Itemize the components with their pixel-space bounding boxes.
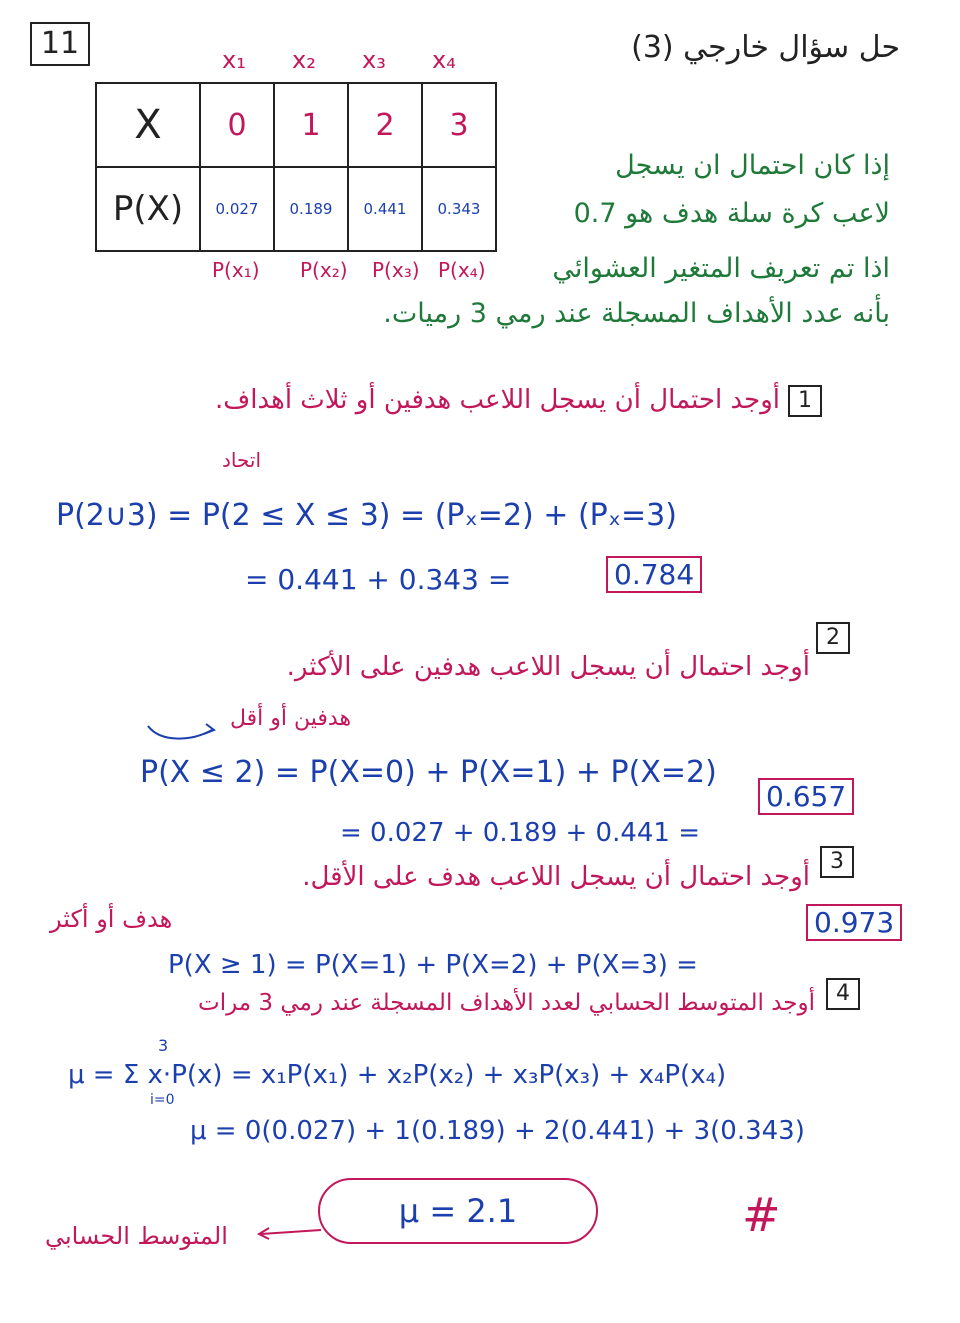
p-value-1: 0.189 [274, 167, 348, 251]
q2-answer: 0.657 [758, 778, 854, 815]
q1-equation-2: = 0.441 + 0.343 = [245, 563, 512, 596]
q4-sum-top: 3 [158, 1036, 169, 1055]
q2-equation-1: P(X ≤ 2) = P(X=0) + P(X=1) + P(X=2) [140, 755, 717, 790]
q1-equation-1: P(2∪3) = P(2 ≤ X ≤ 3) = (Pₓ=2) + (Pₓ=3) [56, 498, 677, 533]
q1-number: 1 [788, 385, 822, 417]
table-top-label-x1: x₁ [222, 46, 246, 74]
page-title: حل سؤال خارجي (3) [631, 30, 900, 65]
q4-sum-bottom: i=0 [150, 1092, 175, 1108]
x-value-0: 0 [200, 83, 274, 167]
x-value-2: 2 [348, 83, 422, 167]
q4-question: أوجد المتوسط الحسابي لعدد الأهداف المسجلة عند رمي 3 مرات [198, 990, 815, 1016]
q1-question: أوجد احتمال أن يسجل اللاعب هدفين أو ثلاث أهداف. [215, 385, 780, 415]
q4-equation-1: μ = Σ x·P(x) = x₁P(x₁) + x₂P(x₂) + x₃P(x₃) + x₄P(x₄) [68, 1060, 727, 1090]
table-bottom-label-2: P(x₂) [300, 258, 348, 282]
statement-line-3: اذا تم تعريف المتغير العشوائي [552, 253, 890, 284]
p-value-0: 0.027 [200, 167, 274, 251]
statement-line-4: بأنه عدد الأهداف المسجلة عند رمي 3 رميات. [383, 298, 890, 329]
table-bottom-label-4: P(x₄) [438, 258, 486, 282]
q2-number: 2 [816, 622, 850, 654]
q3-question: أوجد احتمال أن يسجل اللاعب هدف على الأقل. [302, 862, 810, 892]
table-row [96, 83, 496, 167]
q4-number: 4 [826, 978, 860, 1010]
table-bottom-label-3: P(x₃) [372, 258, 420, 282]
row1-header: X [96, 83, 200, 167]
q2-arrow-icon [140, 712, 220, 742]
table-top-label-x4: x₄ [432, 46, 456, 74]
row2-header: P(X) [96, 167, 200, 251]
end-mark: # [742, 1188, 781, 1242]
q3-note: هدف أو أكثر [50, 905, 173, 933]
table-top-label-x2: x₂ [292, 46, 316, 74]
p-value-2: 0.441 [348, 167, 422, 251]
page-number: 11 [30, 22, 90, 66]
statement-line-1: إذا كان احتمال ان يسجل [615, 150, 890, 181]
table-bottom-label-1: P(x₁) [212, 258, 260, 282]
q2-question: أوجد احتمال أن يسجل اللاعب هدفين على الأكثر. [286, 652, 810, 682]
q4-answer: μ = 2.1 [318, 1178, 598, 1244]
q2-equation-2: = 0.027 + 0.189 + 0.441 = [340, 818, 701, 848]
q4-answer-label: المتوسط الحسابي [45, 1222, 228, 1250]
q1-note: اتحاد [222, 448, 262, 472]
q2-note: هدفين أو أقل [230, 706, 352, 731]
p-value-3: 0.343 [422, 167, 496, 251]
distribution-table [95, 82, 497, 252]
q4-equation-2: μ = 0(0.027) + 1(0.189) + 2(0.441) + 3(0.343) [190, 1116, 805, 1146]
table-row [96, 167, 496, 251]
q3-number: 3 [820, 846, 854, 878]
q4-pointer-arrow-icon [255, 1222, 325, 1242]
x-value-1: 1 [274, 83, 348, 167]
q3-equation-1: P(X ≥ 1) = P(X=1) + P(X=2) + P(X=3) = [168, 950, 698, 980]
statement-line-2: لاعب كرة سلة هدف هو 0.7 [573, 198, 890, 229]
x-value-3: 3 [422, 83, 496, 167]
q1-answer: 0.784 [606, 556, 702, 593]
q3-answer: 0.973 [806, 904, 902, 941]
table-top-label-x3: x₃ [362, 46, 386, 74]
